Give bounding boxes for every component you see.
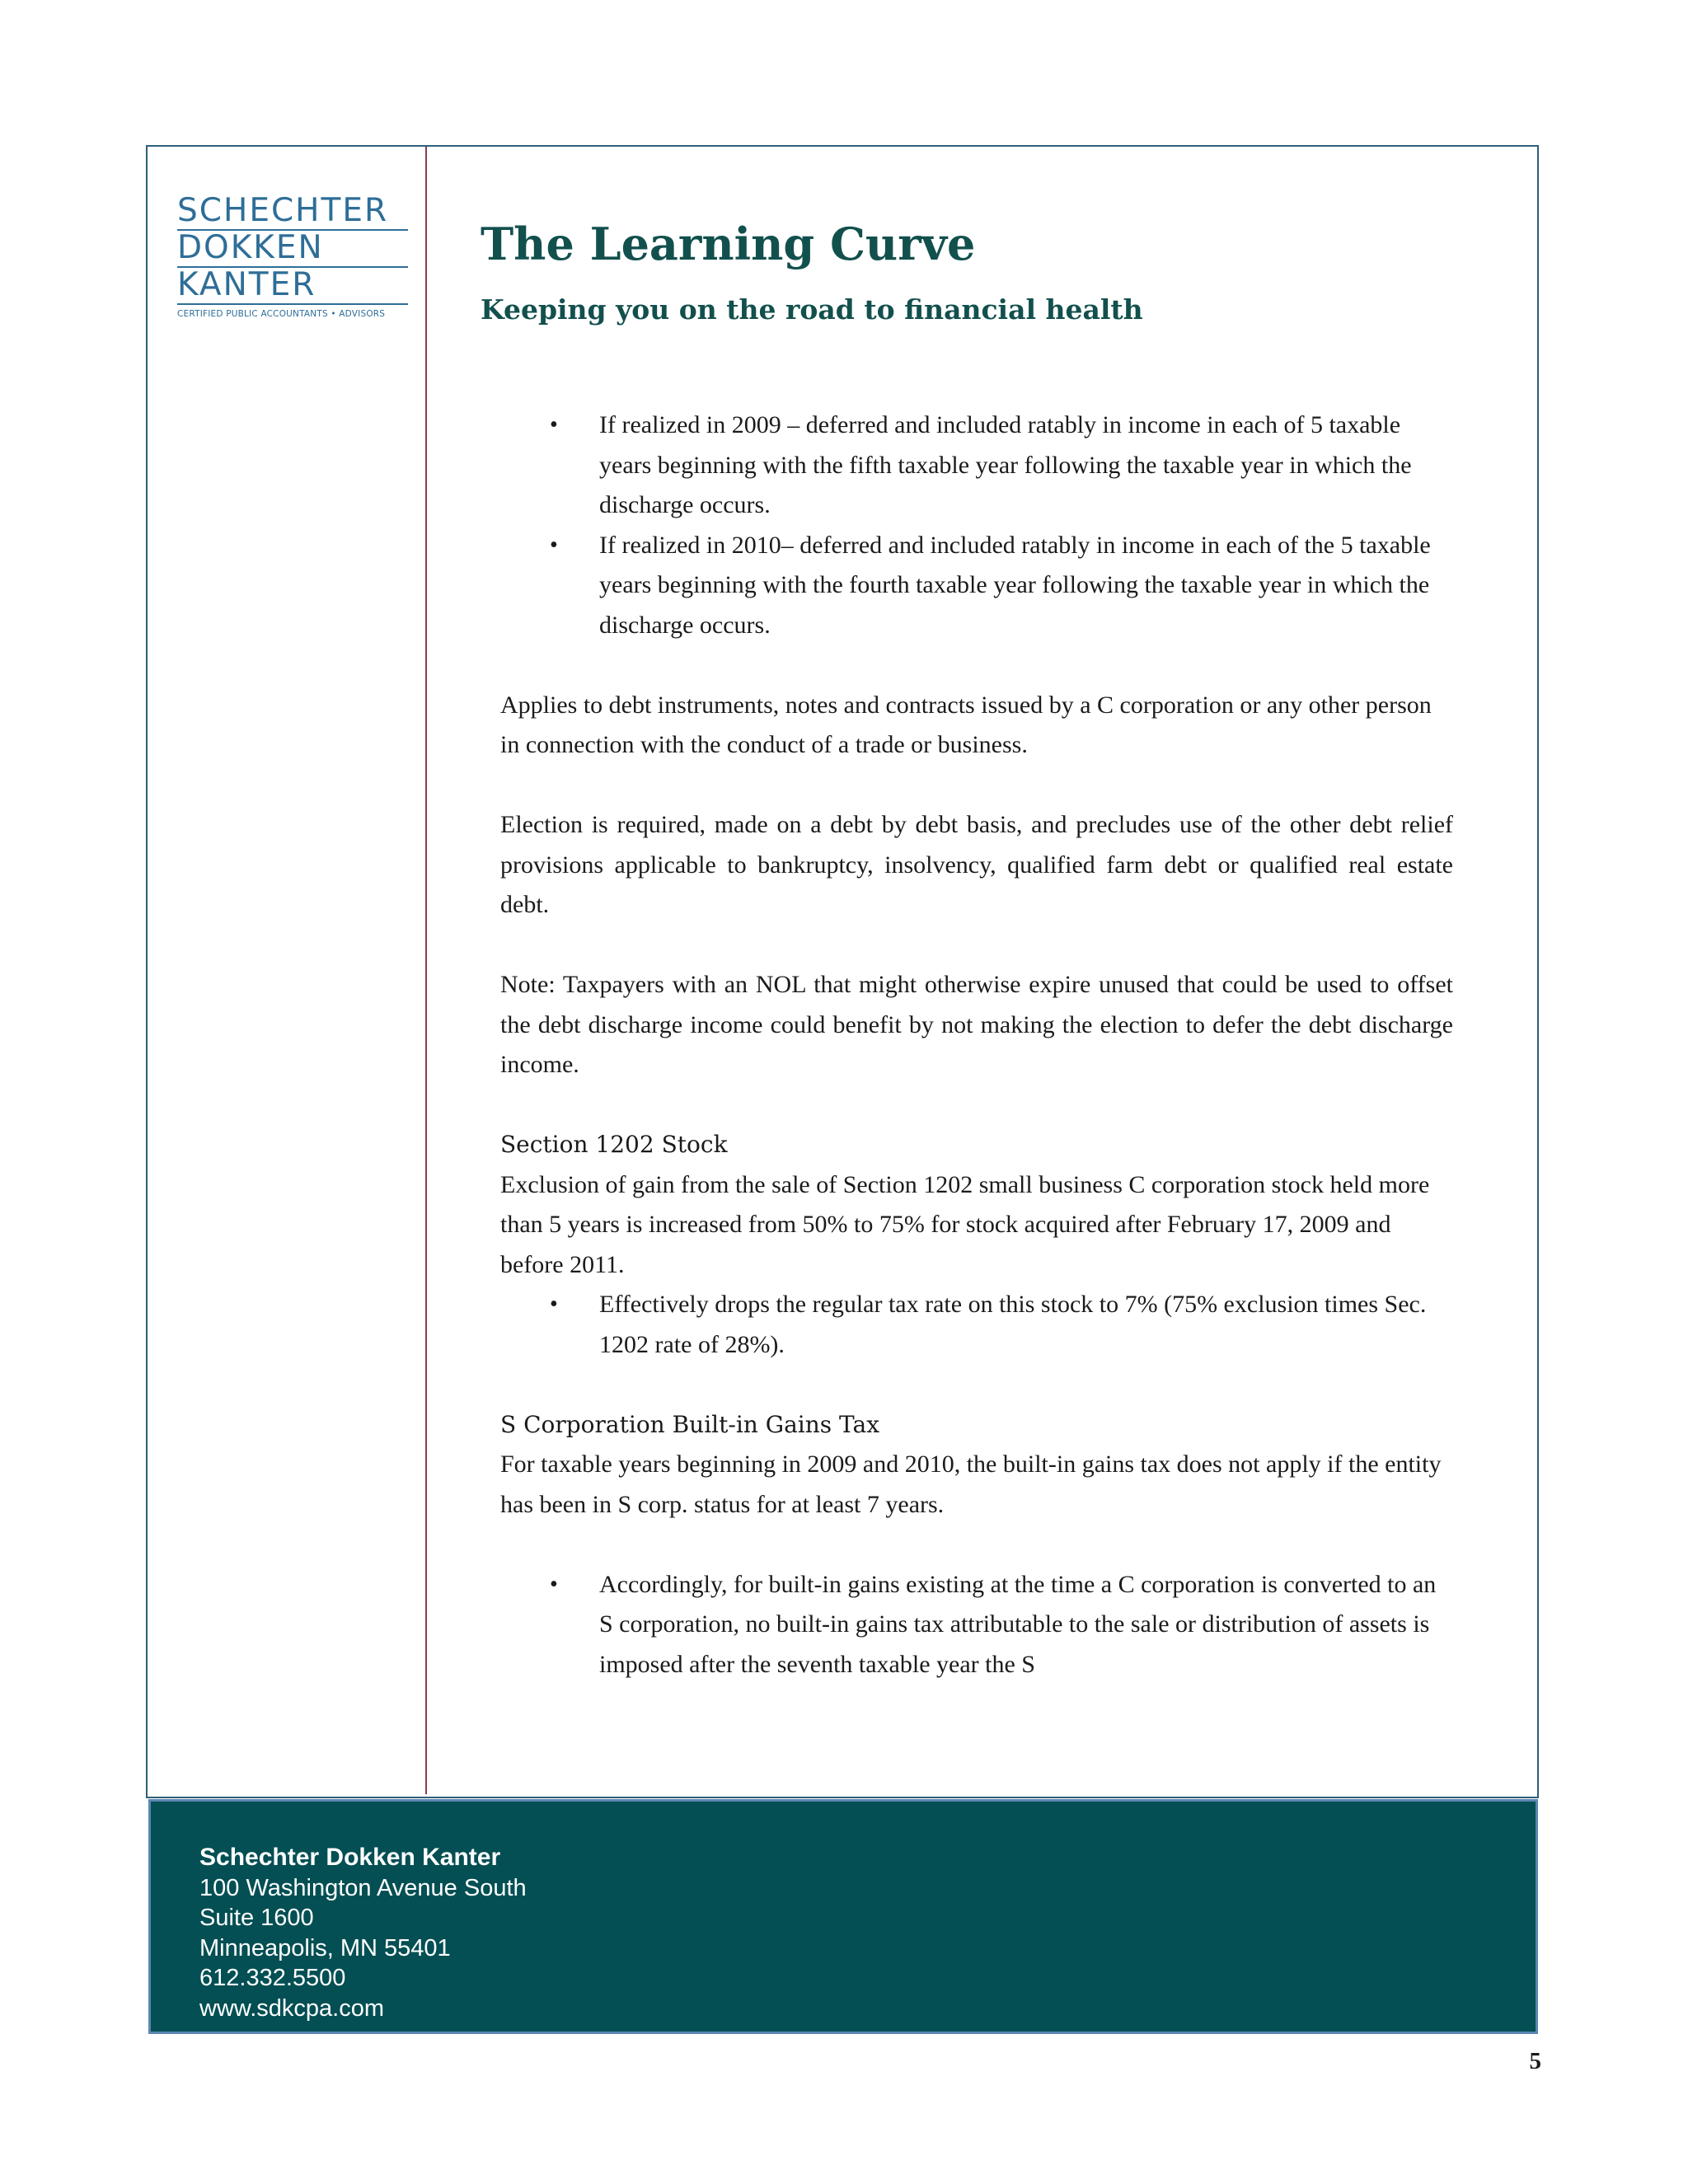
bullet-icon: • xyxy=(550,532,558,558)
bullet-item-2009 xyxy=(500,405,1453,526)
paragraph-election: Election is required, made on a debt by debt basis, and precludes use of the other debt relief provisions applicable to bankruptcy, insolvency, qualified farm debt or qualified real estate debt. xyxy=(500,811,1453,918)
bullet-text: If realized in 2009 – deferred and included ratably in income in each of 5 taxable years beginning with the fifth taxable year following the taxable year in which the discharge occurs. xyxy=(599,411,1412,518)
firm-logo xyxy=(177,194,408,319)
bullet-item-scorp xyxy=(500,1565,1453,1685)
paragraph-1202: Exclusion of gain from the sale of Section 1202 small business C corporation stock held more than 5 years is increased from 50% to 75% for stock acquired after February 17, 2009 and before 2011. xyxy=(500,1170,1430,1278)
page-subtitle: Keeping you on the road to financial health xyxy=(481,293,1143,326)
logo-tagline: CERTIFIED PUBLIC ACCOUNTANTS • ADVISORS xyxy=(177,309,386,319)
bullet-icon: • xyxy=(550,1571,558,1597)
bullet-icon: • xyxy=(550,1291,558,1317)
logo-line-schechter: SCHECHTER xyxy=(177,194,408,231)
paragraph-applies: Applies to debt instruments, notes and contracts issued by a C corporation or any other person in connection with the conduct of a trade or business. xyxy=(500,691,1432,758)
bullet-text: Effectively drops the regular tax rate on this stock to 7% (75% exclusion times Sec. 1202 rate of 28%). xyxy=(599,1291,1427,1358)
bullet-item-1202 xyxy=(500,1285,1453,1365)
logo-line-dokken: DOKKEN xyxy=(177,232,408,268)
page-number: 5 xyxy=(1529,2048,1541,2074)
bullet-text: If realized in 2010– deferred and included ratably in income in each of the 5 taxable years beginning with the fourth taxable year following the taxable year in which the discharge occurs. xyxy=(599,531,1431,639)
page-title: The Learning Curve xyxy=(481,218,976,270)
article-body xyxy=(500,405,1453,1685)
bullet-item-2010 xyxy=(500,526,1453,646)
footer-street: 100 Washington Avenue South xyxy=(199,1874,527,1901)
paragraph-note: Note: Taxpayers with an NOL that might otherwise expire unused that could be used to offset the debt discharge income could benefit by not making the election to defer the debt discharge income. xyxy=(500,971,1453,1078)
contact-footer xyxy=(148,1799,1538,2034)
bullet-icon: • xyxy=(550,412,558,438)
logo-line-kanter: KANTER xyxy=(177,269,408,305)
vertical-divider xyxy=(425,147,427,1794)
section-heading-scorp: S Corporation Built-in Gains Tax xyxy=(500,1410,880,1438)
paragraph-scorp: For taxable years beginning in 2009 and 2010, the built-in gains tax does not apply if the entity has been in S corp. status for at least 7 years. xyxy=(500,1451,1442,1518)
bullet-text: Accordingly, for built-in gains existing at the time a C corporation is converted to an S corporation, no built-in gains tax attributable to the sale or distribution of assets is imposed after the seventh taxable year the S xyxy=(599,1570,1437,1678)
footer-city: Minneapolis, MN 55401 xyxy=(199,1934,451,1961)
footer-firm-name: Schechter Dokken Kanter xyxy=(199,1844,501,1871)
section-heading-1202: Section 1202 Stock xyxy=(500,1131,728,1158)
footer-suite: Suite 1600 xyxy=(199,1905,314,1931)
footer-website-link[interactable]: www.sdkcpa.com xyxy=(199,1994,385,2022)
footer-phone: 612.332.5500 xyxy=(199,1965,346,1991)
